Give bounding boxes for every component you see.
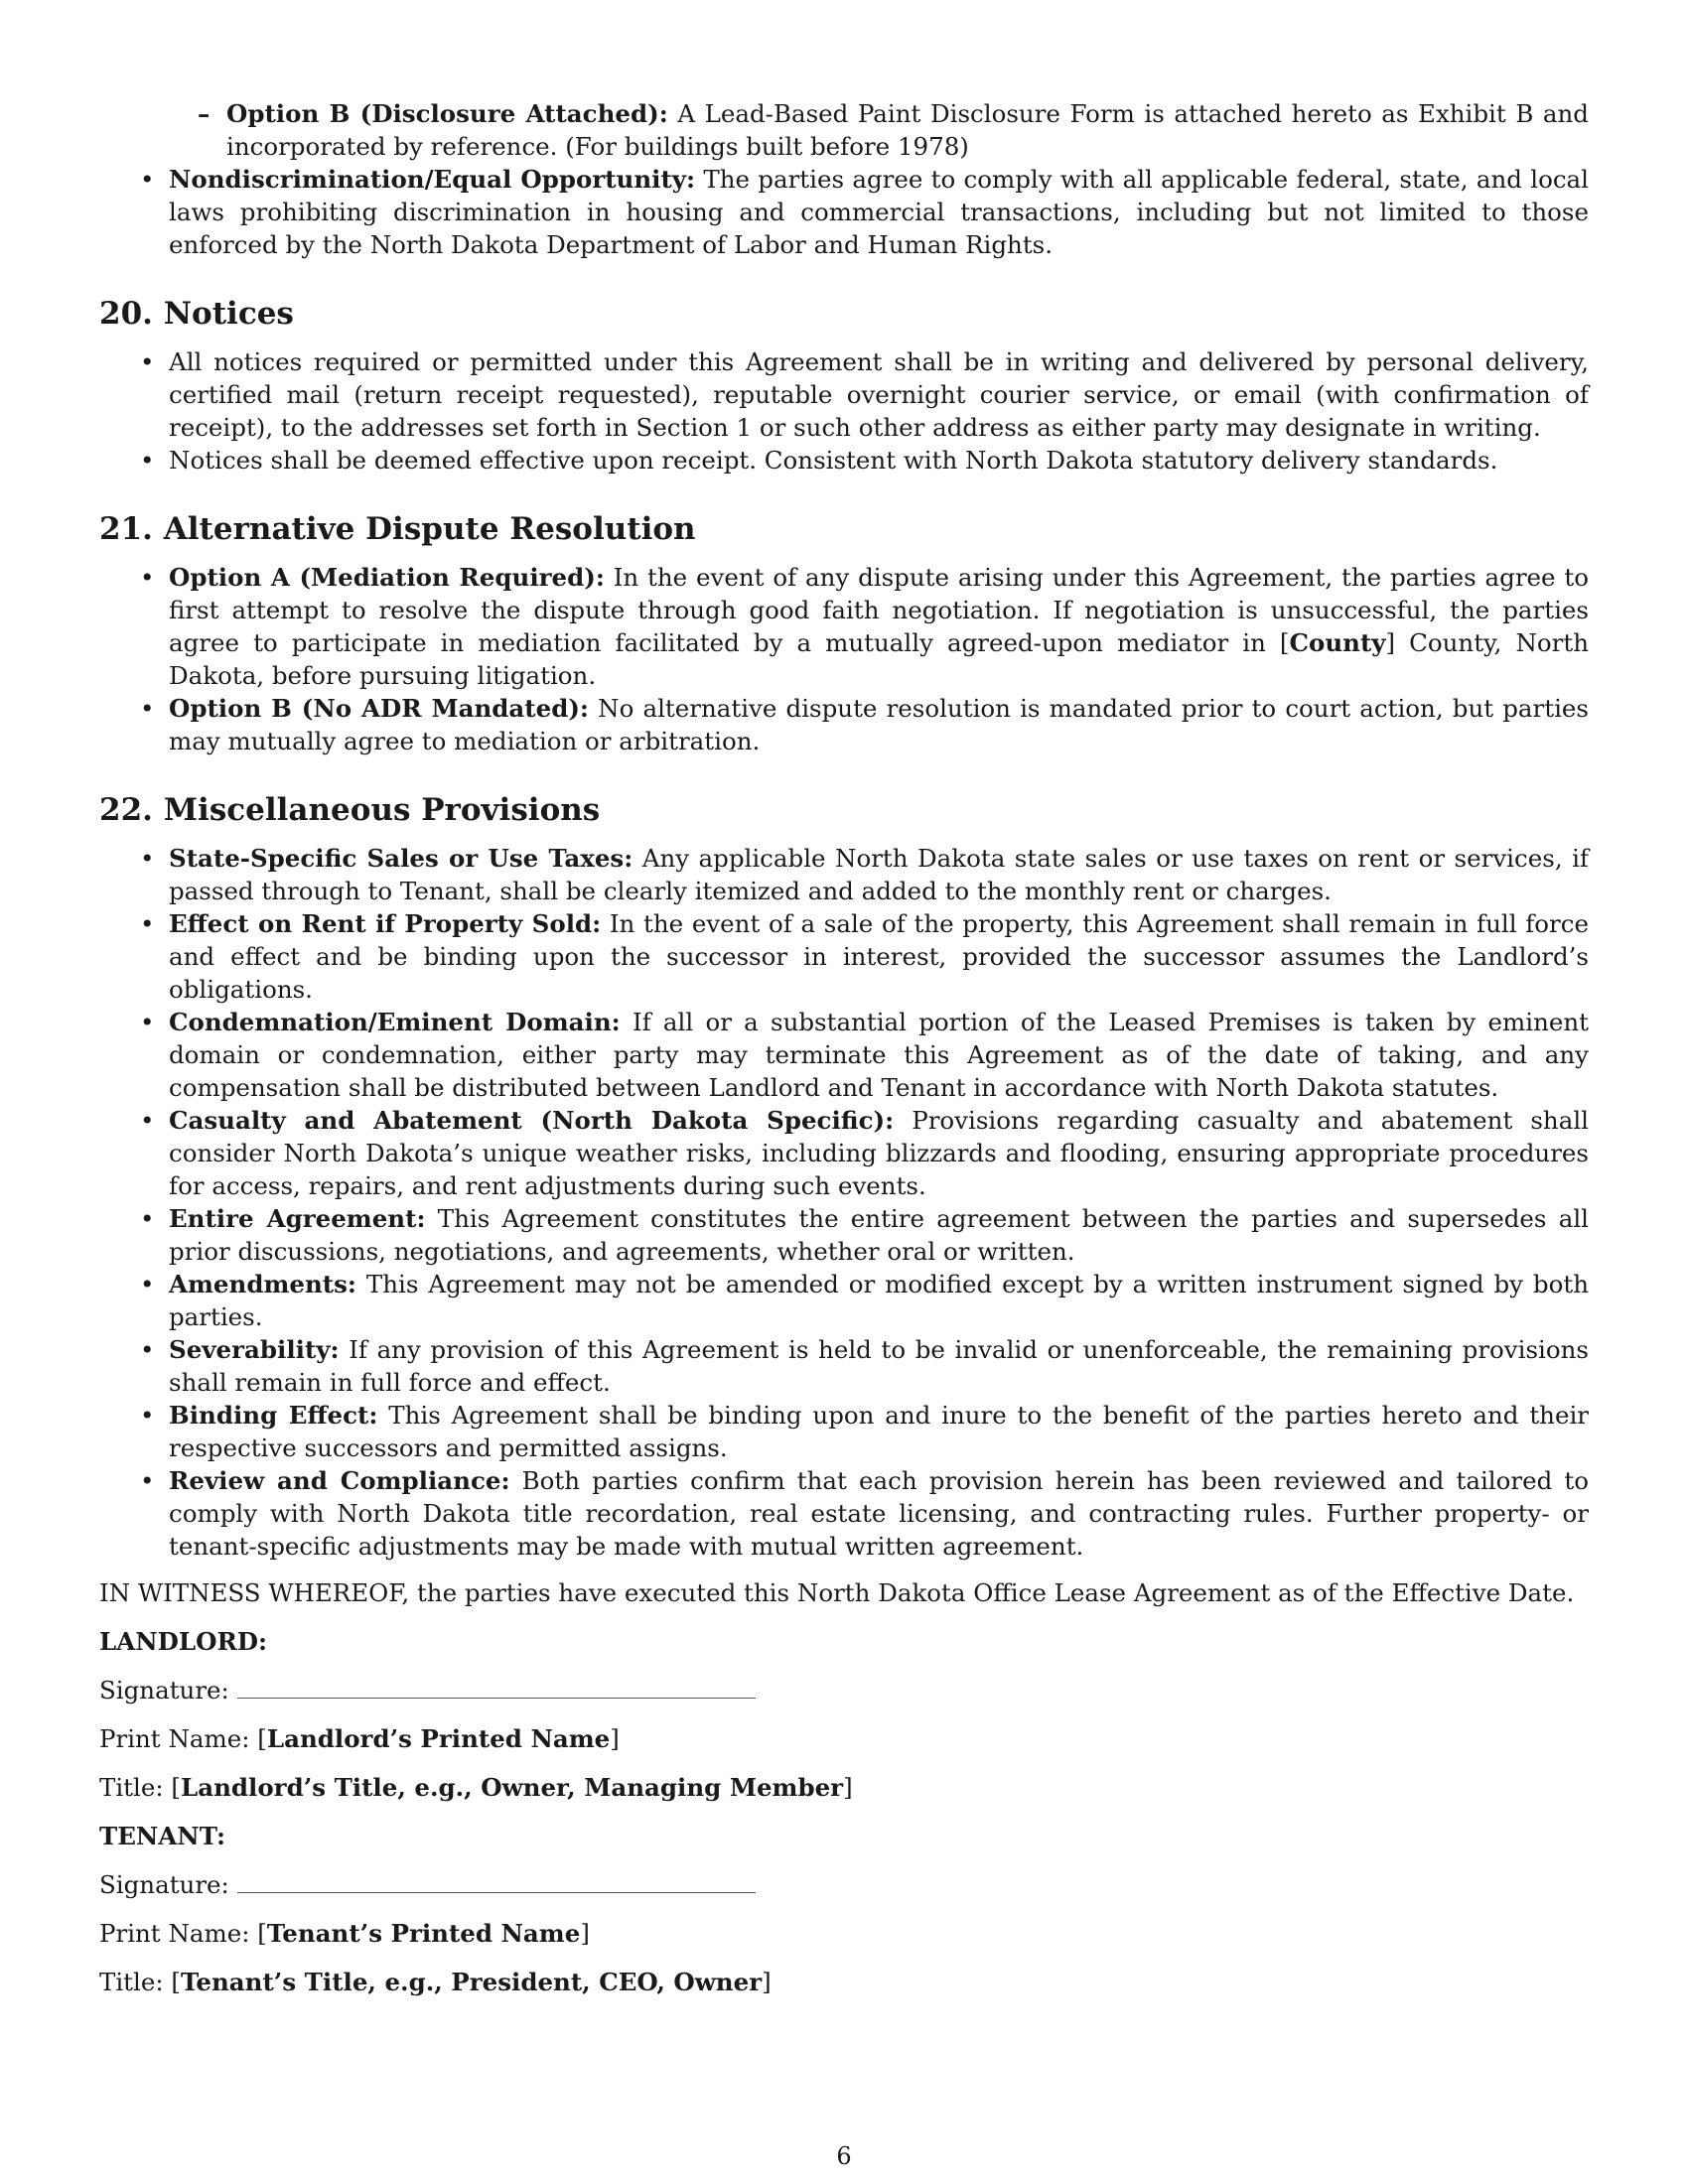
adr-option-b (169, 692, 1589, 757)
adr-option-b-text: No alternative dispute resolution is mandated prior to court action, but parties may mutually agree to mediation or arbitration. (169, 694, 1589, 755)
tenant-signature-row (99, 1868, 1589, 1901)
option-b-label: Option B (Disclosure Attached): (226, 99, 668, 128)
provision-text: Provisions regarding casualty and abatement shall consider North Dakota’s unique weather risks, including blizzards and flooding, ensuring appropriate procedures for access, repairs, and rent adjustments during such events. (169, 1106, 1589, 1200)
list-item (169, 907, 1589, 1006)
list-item (169, 1464, 1589, 1563)
nondiscrimination-item (169, 163, 1589, 261)
notices-list (99, 345, 1589, 477)
provision-label: Binding Effect: (169, 1401, 378, 1430)
tenant-name-placeholder: Tenant’s Printed Name (266, 1919, 581, 1948)
provision-text: In the event of a sale of the property, this Agreement shall remain in full force and effect and be binding upon the successor in interest, provided the successor assumes the Landlord’s obligations. (169, 909, 1589, 1004)
witness-clause: IN WITNESS WHEREOF, the parties have executed this North Dakota Office Lease Agreement as of the Effective Date. (99, 1578, 1575, 1607)
list-item: • All notices required or permitted under this Agreement shall be in writing and delivered by personal delivery, certified mail (return receipt requested), reputable overnight courier service, or email (with confirmation of receipt), to the addresses set forth in Section 1 or such other address as either party may designate in writing. (169, 345, 1589, 444)
section-22-heading: 22. Miscellaneous Provisions (99, 792, 601, 828)
list-item (169, 1399, 1589, 1464)
list-item (169, 1202, 1589, 1268)
landlord-name-placeholder: Landlord’s Printed Name (266, 1724, 611, 1753)
landlord-signature-line[interactable] (237, 1697, 756, 1699)
option-b-text: A Lead-Based Paint Disclosure Form is attached hereto as Exhibit B and incorporated by reference. (For buildings built before 1978) (226, 99, 1589, 161)
misc-provisions-list (99, 842, 1589, 1563)
provision-text: This Agreement may not be amended or modified except by a written instrument signed by both parties. (169, 1270, 1589, 1331)
option-b-item (226, 97, 1589, 163)
adr-option-b-label: Option B (No ADR Mandated): (169, 694, 589, 723)
landlord-title-row: Title: [Landlord’s Title, e.g., Owner, Managing Member] (99, 1773, 853, 1802)
landlord-title-label: Title: (99, 1773, 164, 1802)
document-page (99, 97, 1589, 1998)
provision-label: Severability: (169, 1335, 340, 1364)
tenant-signature-label: Signature: (99, 1870, 229, 1899)
list-item (169, 1006, 1589, 1104)
provision-label: Condemnation/Eminent Domain: (169, 1008, 621, 1036)
provision-label: Casualty and Abatement (North Dakota Specific): (169, 1106, 895, 1135)
tenant-title-row: Title: [Tenant’s Title, e.g., President, CEO, Owner] (99, 1968, 772, 1996)
provision-text: This Agreement shall be binding upon and inure to the benefit of the parties hereto and their respective successors and permitted assigns. (169, 1401, 1589, 1462)
provision-label: Effect on Rent if Property Sold: (169, 909, 602, 938)
nondiscrimination-text: The parties agree to comply with all applicable federal, state, and local laws prohibiting discrimination in housing and commercial transactions, including but not limited to those enforced by the North Dakota Department of Labor and Human Rights. (169, 165, 1589, 259)
tenant-name-row: Print Name: [Tenant’s Printed Name] (99, 1919, 590, 1948)
county-placeholder: County (1289, 628, 1386, 657)
list-item: • Notices shall be deemed effective upon receipt. Consistent with North Dakota statutory delivery standards. (169, 444, 1589, 477)
adr-option-a-text-end: ] County, North Dakota, before pursuing litigation. (169, 628, 1589, 690)
tenant-title-label: Title: (99, 1968, 164, 1996)
list-item (169, 1104, 1589, 1202)
option-b-list (99, 97, 1589, 163)
list-item (169, 1268, 1589, 1333)
tenant-title-placeholder: Tenant’s Title, e.g., President, CEO, Owner (180, 1968, 763, 1996)
adr-list (99, 561, 1589, 757)
landlord-heading-text: LANDLORD: (99, 1627, 268, 1656)
landlord-title-placeholder: Landlord’s Title, e.g., Owner, Managing Member (180, 1773, 844, 1802)
provision-label: Entire Agreement: (169, 1204, 426, 1233)
adr-option-a (169, 561, 1589, 692)
tenant-name-label: Print Name: (99, 1919, 250, 1948)
tenant-signature-line[interactable] (237, 1891, 756, 1893)
section-21-heading: 21. Alternative Dispute Resolution (99, 511, 696, 547)
provision-text: Any applicable North Dakota state sales or use taxes on rent or services, if passed through to Tenant, shall be clearly itemized and added to the monthly rent or charges. (169, 844, 1589, 905)
provision-text: Both parties confirm that each provision herein has been reviewed and tailored to comply with North Dakota title recordation, real estate licensing, and contracting rules. Further property- or tenant-specific adjustments may be made with mutual written agreement. (169, 1466, 1590, 1561)
landlord-signature-label: Signature: (99, 1676, 229, 1705)
adr-option-a-label: Option A (Mediation Required): (169, 563, 605, 592)
landlord-name-row: Print Name: [Landlord’s Printed Name] (99, 1724, 620, 1753)
provision-label: State-Specific Sales or Use Taxes: (169, 844, 633, 873)
nondiscrimination-label: Nondiscrimination/Equal Opportunity: (169, 165, 696, 194)
landlord-signature-row (99, 1674, 1589, 1706)
provision-label: Amendments: (169, 1270, 356, 1298)
landlord-heading (99, 1625, 1589, 1658)
page-number: 6 (836, 2142, 852, 2170)
nondiscrimination-list (99, 163, 1589, 261)
provision-text: If all or a substantial portion of the Leased Premises is taken by eminent domain or condemnation, either party may terminate this Agreement as of the date of taking, and any compensation shall be distributed between Landlord and Tenant in accordance with North Dakota statutes. (169, 1008, 1589, 1102)
provision-text: If any provision of this Agreement is held to be invalid or unenforceable, the remaining provisions shall remain in full force and effect. (169, 1335, 1589, 1397)
provision-text: This Agreement constitutes the entire agreement between the parties and supersedes all prior discussions, negotiations, and agreements, whether oral or written. (169, 1204, 1589, 1266)
list-item (169, 842, 1589, 907)
section-20-heading: 20. Notices (99, 296, 294, 332)
tenant-heading-text: TENANT: (99, 1822, 226, 1850)
list-item (169, 1333, 1589, 1399)
adr-option-a-text: In the event of any dispute arising under this Agreement, the parties agree to first attempt to resolve the dispute through good faith negotiation. If negotiation is unsuccessful, the parties agree to participate in mediation facilitated by a mutually agreed-upon mediator in [ (169, 563, 1589, 657)
tenant-heading (99, 1820, 1589, 1852)
provision-label: Review and Compliance: (169, 1466, 510, 1495)
landlord-name-label: Print Name: (99, 1724, 250, 1753)
